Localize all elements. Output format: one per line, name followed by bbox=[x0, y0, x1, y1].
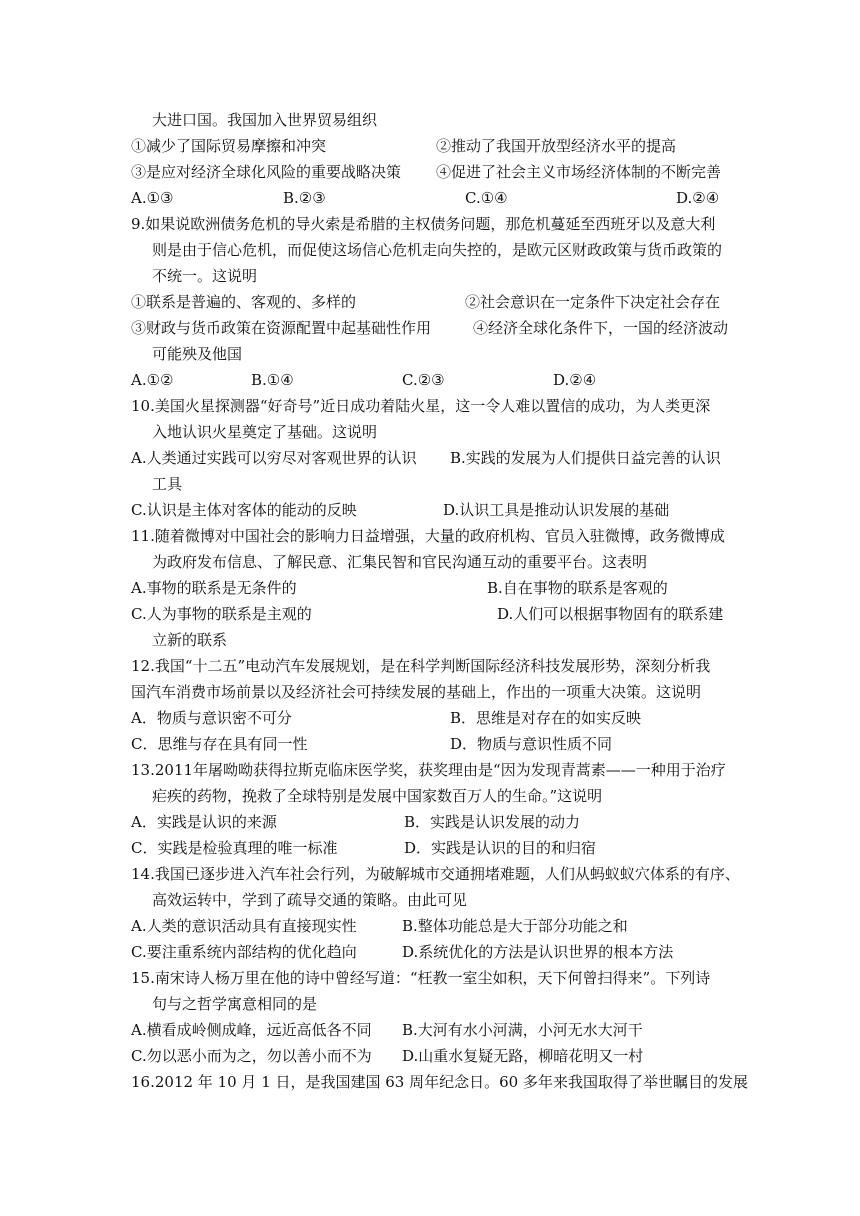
text-line: 立新的联系 bbox=[152, 631, 228, 649]
text-line: 大进口国。我国加入世界贸易组织 bbox=[152, 111, 378, 129]
question-13: 13.2011年屠呦呦获得拉斯克临床医学奖，获奖理由是“因为发现青蒿素——一种用于治疗 bbox=[131, 761, 726, 779]
question-16: 16.2012 年 10 月 1 日，是我国建国 63 周年纪念日。60 多年来我国取得了举世瞩目的发展 bbox=[131, 1073, 748, 1091]
answer-c: C.②③ bbox=[402, 371, 445, 389]
answer-a: A.人类通过实践可以穷尽对客观世界的认识 bbox=[131, 449, 417, 467]
answer-b: B．思维是对存在的如实反映 bbox=[450, 709, 642, 727]
option-2: ②推动了我国开放型经济水平的提高 bbox=[436, 137, 677, 155]
answer-a: A.人类的意识活动具有直接现实性 bbox=[131, 917, 357, 935]
answer-b: B.实践的发展为人们提供日益完善的认识 bbox=[450, 449, 721, 467]
question-14: 14.我国已逐步进入汽车社会行列，为破解城市交通拥堵难题，人们从蚂蚁蚁穴体系的有序、 bbox=[131, 865, 740, 883]
answer-b: B.②③ bbox=[283, 189, 326, 207]
option-1: ①联系是普遍的、客观的、多样的 bbox=[131, 293, 357, 311]
answer-b: B.整体功能总是大于部分功能之和 bbox=[402, 917, 628, 935]
answer-c: C.要注重系统内部结构的优化趋向 bbox=[131, 943, 357, 961]
answer-c: C.认识是主体对客体的能动的反映 bbox=[131, 501, 357, 519]
answer-b: B.大河有水小河满，小河无水大河干 bbox=[402, 1021, 643, 1039]
question-11: 11.随着微博对中国社会的影响力日益增强，大量的政府机构、官员入驻微博，政务微博成 bbox=[131, 527, 725, 545]
text-line: 不统一。这说明 bbox=[152, 267, 258, 285]
answer-d: D．物质与意识性质不同 bbox=[450, 735, 613, 753]
question-12: 12.我国“十二五”电动汽车发展规划，是在科学判断国际经济科技发展形势，深刻分析我 bbox=[131, 657, 711, 675]
option-3: ③是应对经济全球化风险的重要战略决策 bbox=[131, 163, 402, 181]
answer-a: A.①③ bbox=[131, 189, 174, 207]
answer-b: B．实践是认识发展的动力 bbox=[404, 813, 581, 831]
answer-c: C．思维与存在具有同一性 bbox=[131, 735, 308, 753]
answer-d: D.认识工具是推动认识发展的基础 bbox=[443, 501, 670, 519]
answer-d: D.人们可以根据事物固有的联系建 bbox=[497, 605, 724, 623]
answer-c: C.勿以恶小而为之，勿以善小而不为 bbox=[131, 1047, 372, 1065]
text-line: 句与之哲学寓意相同的是 bbox=[152, 995, 318, 1013]
option-4: ④促进了社会主义市场经济体制的不断完善 bbox=[436, 163, 722, 181]
answer-d: D.山重水复疑无路，柳暗花明又一村 bbox=[402, 1047, 644, 1065]
answer-c: C．实践是检验真理的唯一标准 bbox=[131, 839, 338, 857]
answer-a: A.事物的联系是无条件的 bbox=[131, 579, 297, 597]
option-4: ④经济全球化条件下，一国的经济波动 bbox=[473, 319, 729, 337]
text-line: 为政府发布信息、了解民意、汇集民智和官民沟通互动的重要平台。这表明 bbox=[152, 553, 648, 571]
text-line: 入地认识火星奠定了基础。这说明 bbox=[152, 423, 378, 441]
option-2: ②社会意识在一定条件下决定社会存在 bbox=[465, 293, 721, 311]
answer-a: A.①② bbox=[131, 371, 174, 389]
text-line: 高效运转中，学到了疏导交通的策略。由此可见 bbox=[152, 891, 468, 909]
answer-d: D．实践是认识的目的和归宿 bbox=[404, 839, 597, 857]
text-line: 国汽车消费市场前景以及经济社会可持续发展的基础上，作出的一项重大决策。这说明 bbox=[131, 683, 702, 701]
answer-c: C.①④ bbox=[465, 189, 508, 207]
answer-a: A．物质与意识密不可分 bbox=[131, 709, 292, 727]
answer-d: D.②④ bbox=[676, 189, 720, 207]
answer-b: B.①④ bbox=[251, 371, 294, 389]
answer-b: B.自在事物的联系是客观的 bbox=[487, 579, 668, 597]
answer-c: C.人为事物的联系是主观的 bbox=[131, 605, 312, 623]
option-1: ①减少了国际贸易摩擦和冲突 bbox=[131, 137, 327, 155]
text-line: 则是由于信心危机，而促使这场信心危机走向失控的，是欧元区财政政策与货币政策的 bbox=[152, 241, 723, 259]
answer-a: A．实践是认识的来源 bbox=[131, 813, 277, 831]
text-line: 工具 bbox=[152, 475, 183, 493]
question-9: 9.如果说欧洲债务危机的导火索是希腊的主权债务问题，那危机蔓延至西班牙以及意大利 bbox=[131, 215, 716, 233]
answer-d: D.②④ bbox=[553, 371, 597, 389]
answer-a: A.横看成岭侧成峰，远近高低各不同 bbox=[131, 1021, 372, 1039]
option-3: ③财政与货币政策在资源配置中起基础性作用 bbox=[131, 319, 432, 337]
answer-d: D.系统优化的方法是认识世界的根本方法 bbox=[402, 943, 674, 961]
question-10: 10.美国火星探测器“好奇号”近日成功着陆火星，这一令人难以置信的成功，为人类更深 bbox=[131, 397, 711, 415]
question-15: 15.南宋诗人杨万里在他的诗中曾经写道：“枉教一室尘如积，天下何曾扫得来”。下列诗 bbox=[131, 969, 711, 987]
text-line: 疟疾的药物，挽救了全球特别是发展中国家数百万人的生命。”这说明 bbox=[152, 787, 603, 805]
text-line: 可能殃及他国 bbox=[152, 345, 243, 363]
